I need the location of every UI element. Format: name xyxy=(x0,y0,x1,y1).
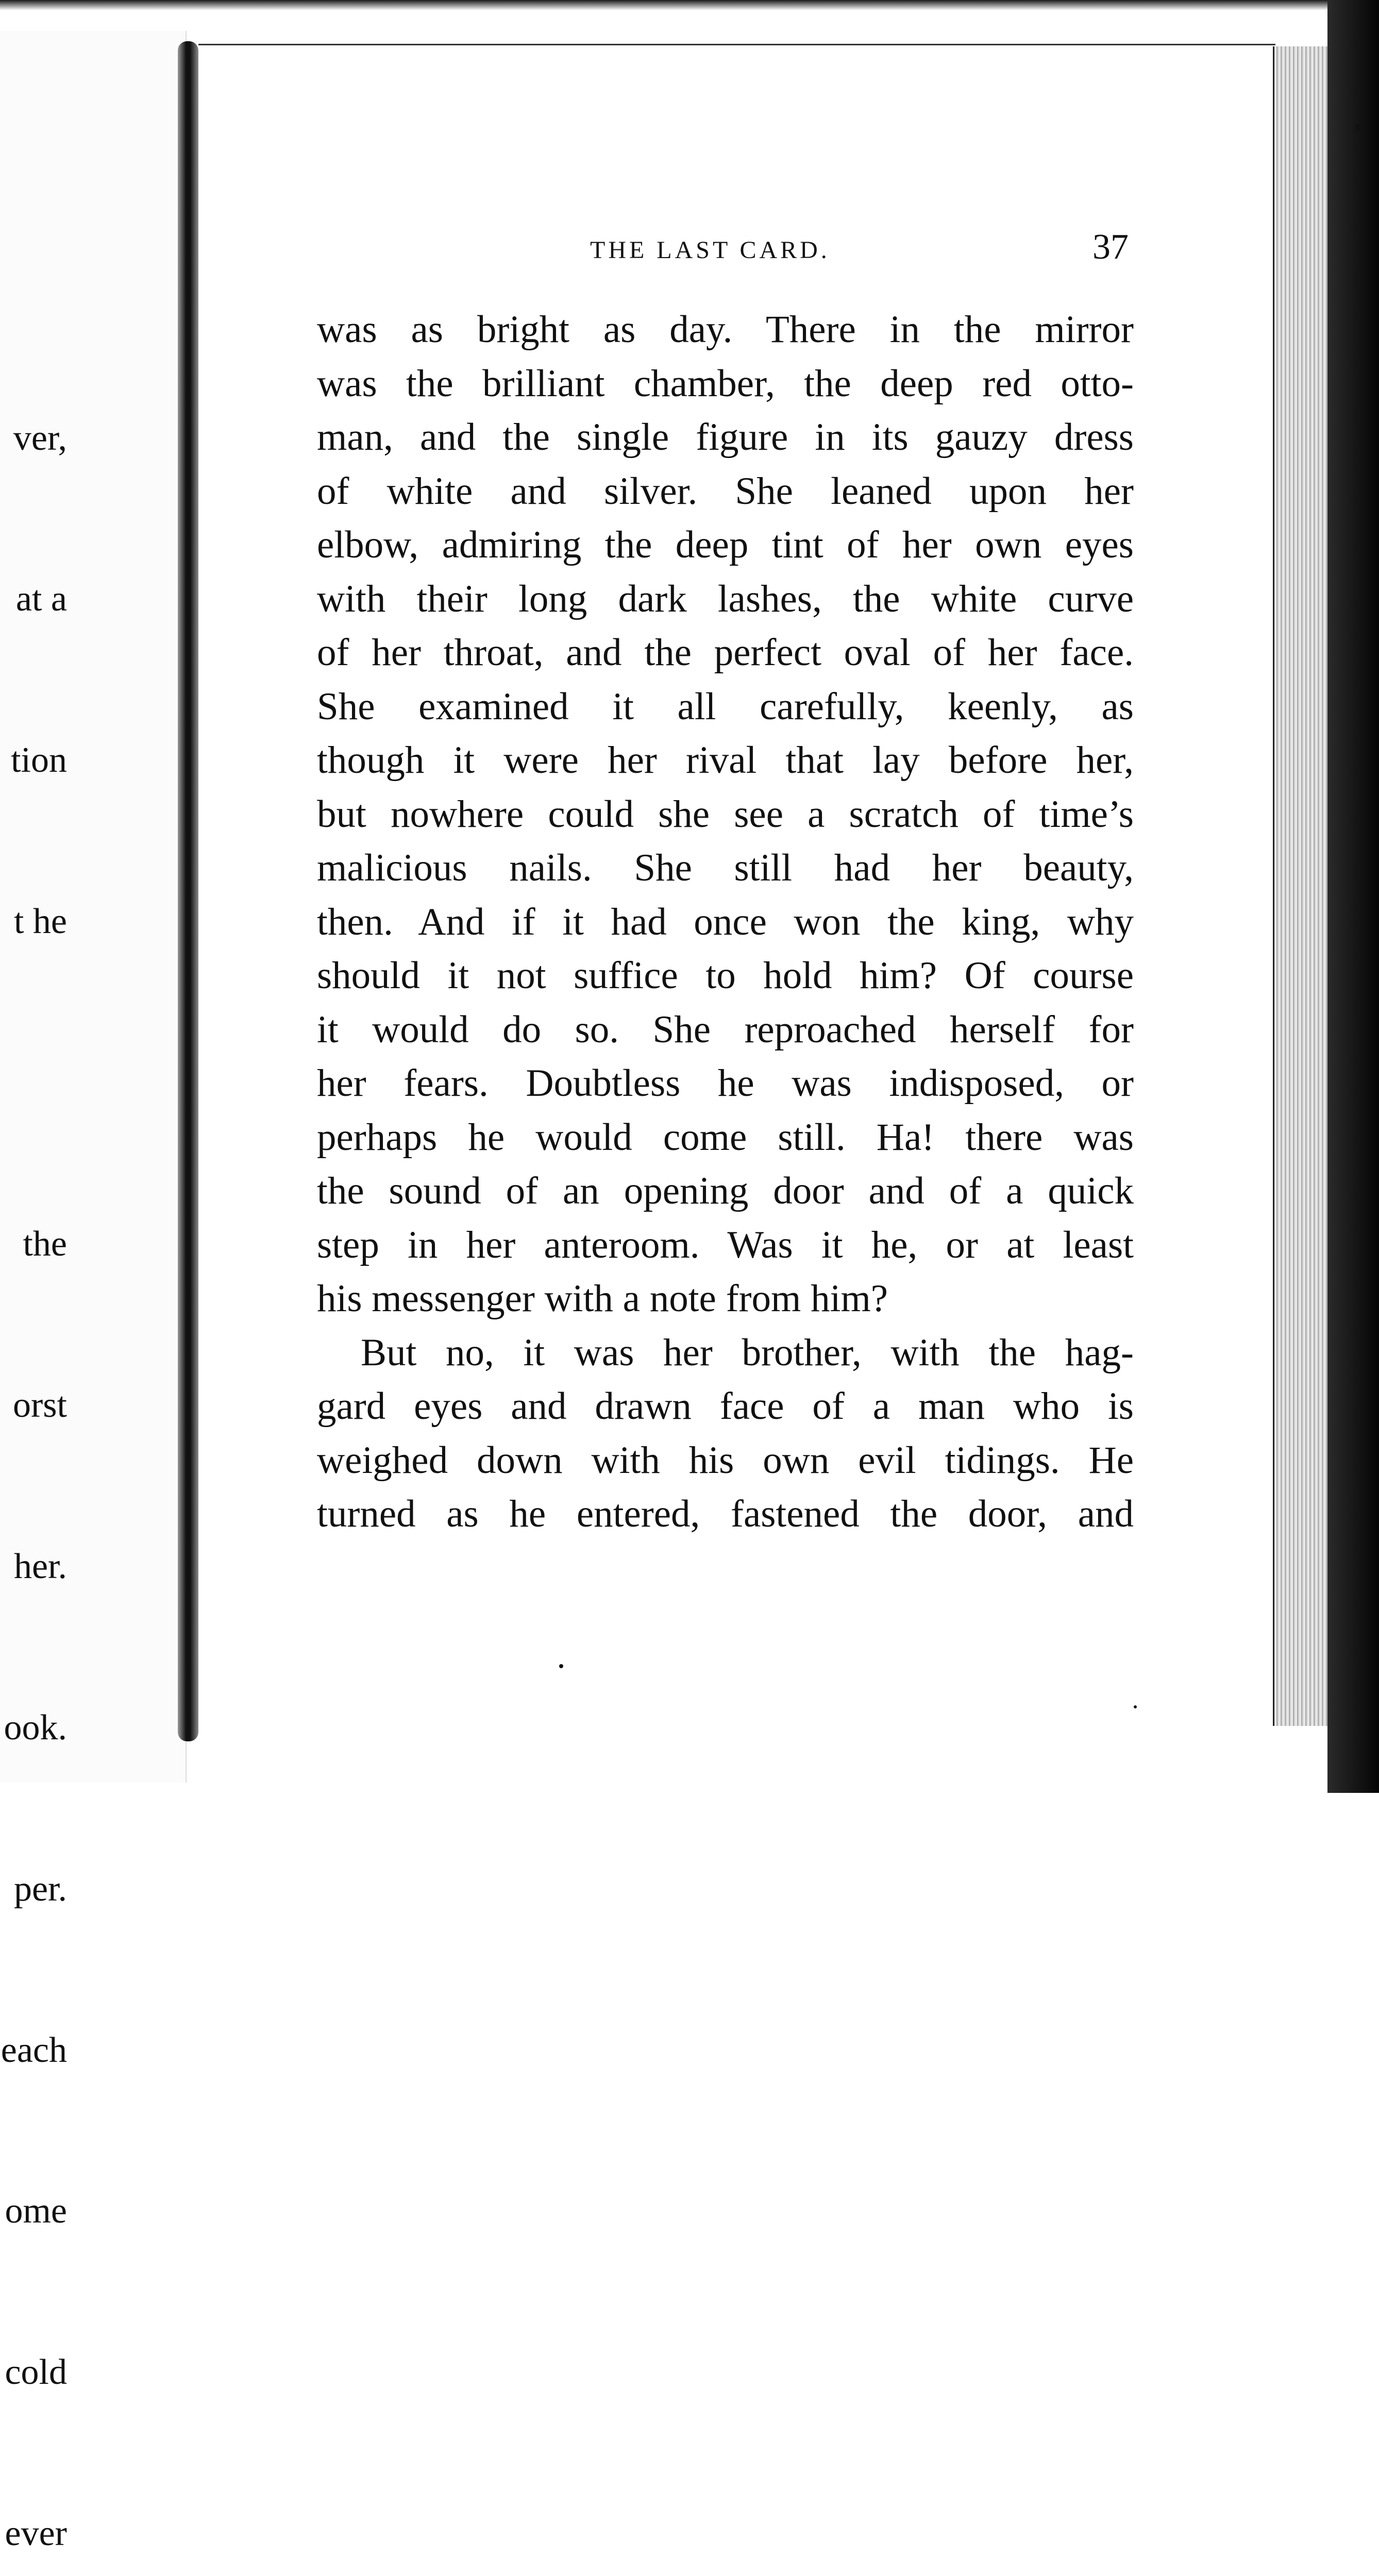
left-fragment-line: at a xyxy=(15,579,67,619)
text-line: weighed down with his own evil tidings. He xyxy=(317,1438,1134,1482)
text-line: man, and the single figure in its gauzy dress xyxy=(317,416,1134,459)
running-head xyxy=(312,227,1129,273)
text-line: turned as he entered, fastened the door, and xyxy=(317,1493,1134,1535)
left-fragment-line: ver, xyxy=(13,418,67,458)
text-line: She examined it all carefully, keenly, as xyxy=(317,685,1134,728)
page-number: 37 xyxy=(1092,227,1129,267)
text-line: her fears. Doubtless he was indisposed, or xyxy=(317,1062,1134,1105)
text-line: with their long dark lashes, the white curve xyxy=(317,577,1134,620)
text-line: should it not suffice to hold him? Of course xyxy=(317,954,1134,997)
dust-speck xyxy=(559,1664,563,1668)
text-line-paragraph-end: his messenger with a note from him? xyxy=(317,1277,888,1320)
dust-speck xyxy=(1134,1705,1137,1708)
text-line: malicious nails. She still had her beauty, xyxy=(317,846,1134,889)
left-fragment-line xyxy=(0,1056,67,1110)
left-page-text-fragments xyxy=(0,304,67,2576)
scan-top-border xyxy=(0,0,1379,10)
left-fragment-line: per. xyxy=(13,1869,67,1909)
body-text xyxy=(317,303,1134,1541)
scan-right-border xyxy=(1327,0,1379,1793)
left-fragment-line: the xyxy=(23,1224,67,1264)
left-fragment-line: t he xyxy=(13,902,67,942)
text-line: was as bright as day. There in the mirror xyxy=(317,308,1134,351)
text-line: the sound of an opening door and of a quick xyxy=(317,1170,1134,1212)
text-line: step in her anteroom. Was it he, or at least xyxy=(317,1223,1134,1266)
text-line: of white and silver. She leaned upon her xyxy=(317,469,1134,513)
dust-speck xyxy=(1355,124,1360,131)
left-fragment-line: ever xyxy=(5,2514,67,2554)
text-line: then. And if it had once won the king, why xyxy=(317,900,1134,943)
left-fragment-line: cold xyxy=(5,2352,67,2393)
text-line: of her throat, and the perfect oval of her face. xyxy=(317,631,1134,674)
text-line: though it were her rival that lay before her, xyxy=(317,739,1134,782)
text-line: was the brilliant chamber, the deep red otto- xyxy=(317,362,1134,405)
left-fragment-line: her. xyxy=(13,1546,67,1586)
text-line: perhaps he would come still. Ha! there was xyxy=(317,1115,1134,1159)
left-fragment-line: tion xyxy=(11,740,67,781)
text-line: but nowhere could she see a scratch of time’s xyxy=(317,792,1134,836)
left-fragment-line: each xyxy=(1,2030,67,2070)
left-fragment-line: ook. xyxy=(4,1707,67,1748)
left-fragment-line: orst xyxy=(13,1385,67,1425)
book-gutter xyxy=(178,41,198,1741)
page-edges xyxy=(1273,46,1331,1726)
left-fragment-line: ome xyxy=(5,2191,67,2231)
left-facing-page xyxy=(0,31,187,2554)
text-line: elbow, admiring the deep tint of her own eyes xyxy=(317,523,1134,566)
text-line-paragraph-start: But no, it was her brother, with the hag- xyxy=(361,1331,1134,1374)
text-line: gard eyes and drawn face of a man who is xyxy=(317,1385,1134,1428)
text-line: it would do so. She reproached herself for xyxy=(317,1008,1134,1051)
running-title: THE LAST CARD. xyxy=(590,236,830,264)
